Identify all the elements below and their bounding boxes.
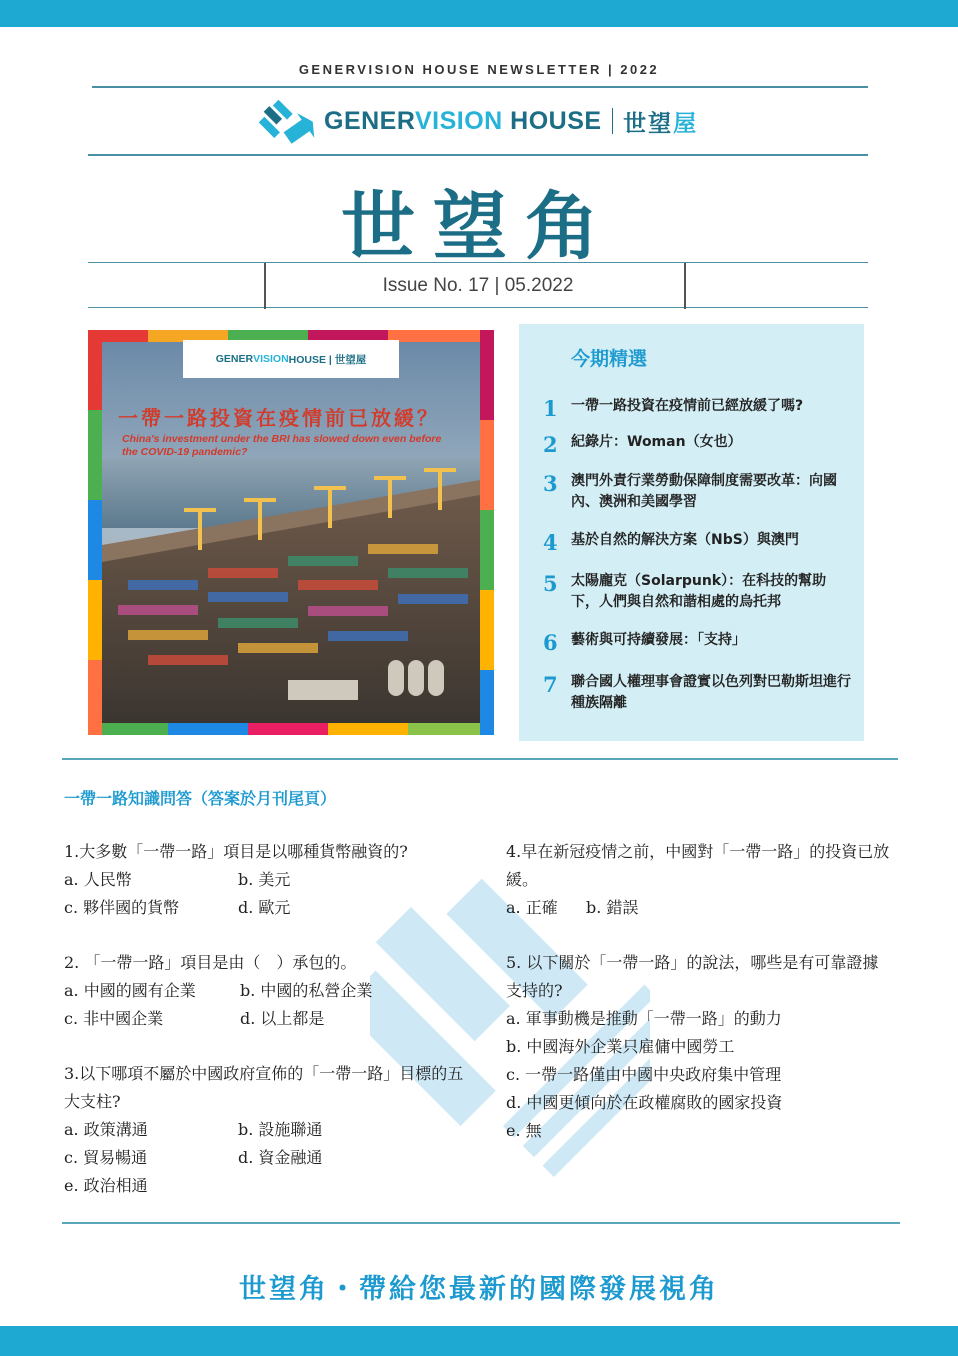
answer-option[interactable]: c. 夥伴國的貨幣 [64,898,180,917]
toc-item[interactable]: 1 一帶一路投資在疫情前已經放緩了嗎? [543,396,804,421]
brand-separator [612,108,614,134]
toc-item[interactable]: 3 澳門外責行業勞動保障制度需要改革：向國內、澳洲和美國學習 [543,471,837,510]
answer-option[interactable]: b. 設施聯通 [238,1120,323,1139]
brand-name: GENERVISION HOUSE [324,106,602,135]
quiz-question-5: 5. 以下關於「一帶一路」的說法，哪些是有可靠證據支持的? a. 軍事動機是推動「一帶一路」的動力 b. 中國海外企業只雇傭中國勞工 c. 一帶一路僅由中國中央政府集中管理 d. 中國更傾向於在政權腐敗的國家投資 e. 無 [506,949,890,1145]
quiz-title: 一帶一路知識問答（答案於月刊尾頁） [64,789,337,808]
answer-option[interactable]: b. 美元 [238,870,291,889]
divider-brand [88,154,868,156]
answer-option[interactable]: d. 中國更傾向於在政權腐敗的國家投資 [506,1093,783,1112]
answer-option[interactable]: a. 軍事動機是推動「一帶一路」的動力 [506,1009,782,1028]
port-photo [88,330,494,735]
divider-top [92,86,868,88]
table-of-contents [519,324,864,741]
answer-option[interactable]: a. 政策溝通 [64,1120,148,1139]
answer-option[interactable]: b. 錯誤 [586,898,639,917]
toc-item[interactable]: 5 太陽龐克（Solarpunk）：在科技的幫助下，人們與自然和諧相處的烏托邦 [543,571,827,610]
top-accent-bar [0,0,958,27]
brand-chinese-name: 世望屋 [623,110,699,137]
cover-image [88,330,494,735]
answer-option[interactable]: b. 中國的私營企業 [240,981,373,1000]
divider-footer [62,1222,900,1224]
quiz-question-4: 4.早在新冠疫情之前，中國對「一帶一路」的投資已放緩。 a. 正確 b. 錯誤 [506,838,890,922]
answer-option[interactable]: d. 歐元 [238,898,291,917]
answer-option[interactable]: d. 資金融通 [238,1148,323,1167]
genervision-logo-icon [258,94,316,148]
answer-option[interactable]: c. 貿易暢通 [64,1148,148,1167]
brand-header [258,94,698,148]
toc-item[interactable]: 2 紀錄片：Woman（女也） [543,432,742,457]
toc-item[interactable]: 4 基於自然的解決方案（NbS）與澳門 [543,530,799,555]
answer-option[interactable]: e. 無 [506,1121,542,1140]
answer-option[interactable]: c. 一帶一路僅由中國中央政府集中管理 [506,1065,782,1084]
masthead-title: 世望角 [341,184,617,270]
answer-option[interactable]: a. 人民幣 [64,870,132,889]
footer-slogan: 世望角・帶給您最新的國際發展視角 [239,1274,719,1305]
answer-option[interactable]: e. 政治相通 [64,1176,148,1195]
cover-headline: 一帶一路投資在疫情前已放緩？ [118,406,440,430]
cover-logo: GENER VISION HOUSE | 世望屋 [183,340,399,378]
toc-item[interactable]: 6 藝術與可持續發展：「支持」 [543,630,746,655]
issue-bar [88,262,868,308]
answer-option[interactable]: d. 以上都是 [240,1009,325,1028]
quiz-question-1: 1.大多數「一帶一路」項目是以哪種貨幣融資的? a. 人民幣 b. 美元 c. 夥伴國的貨幣 d. 歐元 [64,838,464,922]
toc-item[interactable]: 7 聯合國人權理事會證實以色列對巴勒斯坦進行種族隔離 [543,672,851,711]
answer-option[interactable]: a. 中國的國有企業 [64,981,196,1000]
answer-option[interactable]: b. 中國海外企業只雇傭中國勞工 [506,1037,735,1056]
quiz-question-3: 3.以下哪項不屬於中國政府宣佈的「一帶一路」目標的五大支柱? a. 政策溝通 b. 設施聯通 c. 貿易暢通 d. 資金融通 e. 政治相通 [64,1060,464,1200]
cover-subheadline: China's investment under the BRI has slowed down even before the COVID-19 pandemic? [122,433,442,458]
newsletter-kicker: GENERVISION HOUSE NEWSLETTER | 2022 [298,62,660,77]
answer-option[interactable]: c. 非中國企業 [64,1009,164,1028]
divider-quiz [62,758,898,760]
answer-option[interactable]: a. 正確 [506,898,558,917]
issue-number: Issue No. 17 | 05.2022 [382,275,574,296]
toc-heading: 今期精選 [571,348,648,370]
bottom-accent-bar [0,1326,958,1356]
quiz-question-2: 2. 「一帶一路」項目是由（ ）承包的。 a. 中國的國有企業 b. 中國的私營企業 c. 非中國企業 d. 以上都是 [64,949,464,1033]
